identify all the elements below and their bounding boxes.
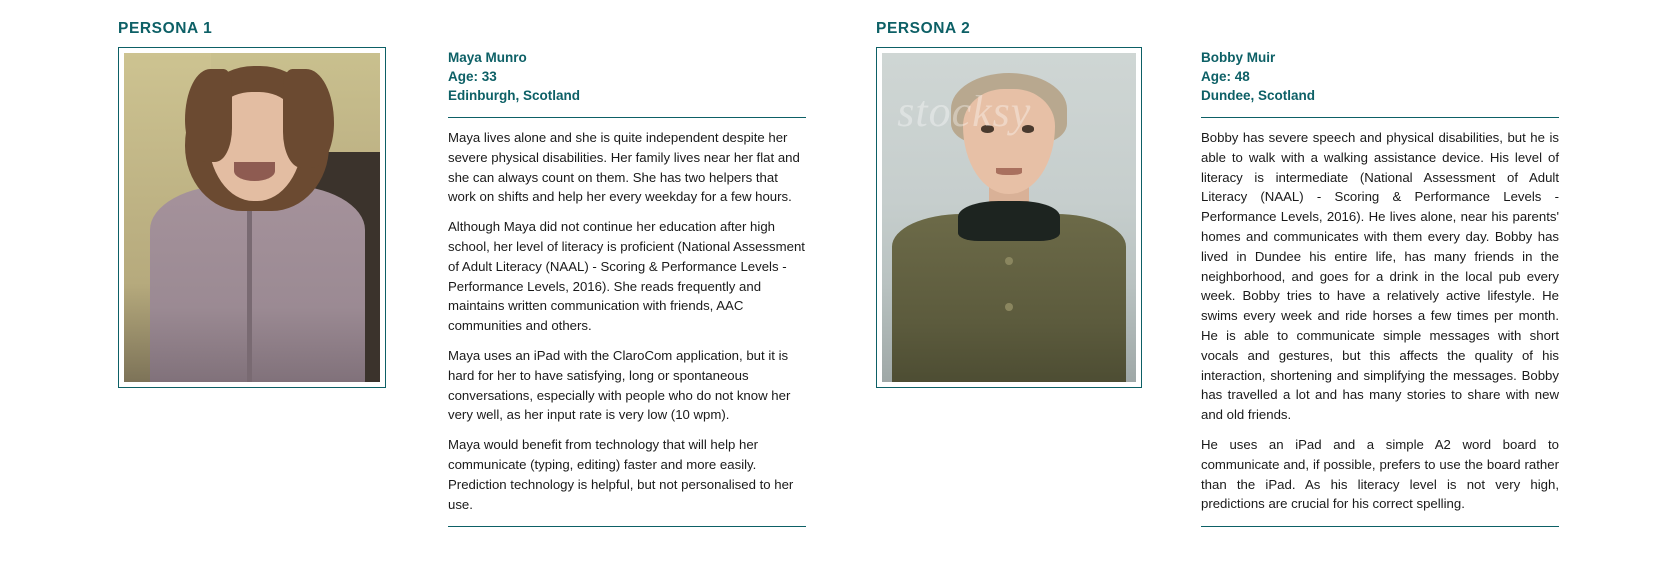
photo-coat-button-1 (1005, 257, 1013, 265)
persona-1-location: Edinburgh, Scotland (448, 88, 580, 103)
photo-person-mouth (996, 168, 1021, 175)
persona-2-divider-top (1201, 117, 1559, 118)
bobby-portrait-image (882, 53, 1136, 382)
persona-2-paragraph-1: Bobby has severe speech and physical disabilities, but he is able to walk with a walking assistance device. His level of literacy is intermediate (National Assessment of Adult Literacy (NAAL) - Scoring & Performance Levels - Performance Levels, 2016). He lives alone, near his parents' homes and communicates with them every day. Bobby has lived in Dundee his entire life, has many friends in the neighborhood, and goes for a drink in the local pub every week. Bobby tries to have a relatively active lifestyle. He swims every week and ride horses a few times per month. He is able to communicate simple messages with short vocals and gestures, but this affects the quality of his interaction, shortening and simplifying the messages. Bobby has travelled a lot and has many stories to share with new and old friends. (1201, 130, 1559, 423)
photo-person-body (150, 185, 365, 382)
persona-1-heading: PERSONA 1 (118, 20, 213, 37)
persona-1-divider-top (448, 117, 806, 118)
persona-2-photo-frame (876, 47, 1142, 388)
persona-1-paragraph-3: Maya uses an iPad with the ClaroCom application, but it is hard for her to have satisfying, long or spontaneous conversations, especially with people who do not know her very well, as her input rate is very low (10 wpm). (448, 347, 791, 423)
photo-person-hair-left (185, 69, 231, 161)
persona-1-paragraph-4: Maya would benefit from technology that will help her communicate (typing, editing) faster and more easily. Prediction technology is helpful, but not personalised to her use. (448, 437, 794, 512)
persona-2-heading: PERSONA 2 (876, 20, 971, 37)
persona-card-2 (876, 0, 1670, 586)
persona-1-age: Age: 33 (448, 69, 497, 84)
persona-2-name: Bobby Muir (1201, 50, 1276, 65)
persona-2-location: Dundee, Scotland (1201, 88, 1316, 103)
photo-person-hair-right (283, 69, 334, 168)
persona-card-1 (118, 0, 918, 586)
persona-2-age: Age: 48 (1201, 69, 1250, 84)
photo-watermark: stocksy (897, 86, 1032, 136)
persona-1-paragraph-2: Although Maya did not continue her education after high school, her level of literacy is proficient (National Assessment of Adult Literacy (NAAL) - Scoring & Performance Levels - Performance Levels, 2016). She reads frequently and maintains written communication with friends, AAC communities and others. (448, 219, 805, 334)
persona-2-divider-bottom (1201, 526, 1559, 527)
persona-2-text-column (1201, 0, 1559, 527)
maya-portrait-image (124, 53, 380, 382)
persona-1-divider-bottom (448, 526, 806, 527)
photo-coat-button-2 (1005, 303, 1013, 311)
photo-jacket-zip (247, 204, 252, 382)
persona-1-photo-frame (118, 47, 386, 388)
persona-1-text-column (448, 0, 806, 527)
persona-2-paragraph-2: He uses an iPad and a simple A2 word board to communicate and, if possible, prefers to use the board rather than the iPad. As his literacy level is not very high, predictions are crucial for his correct spelling. (1201, 436, 1559, 512)
persona-1-paragraph-1: Maya lives alone and she is quite independent despite her severe physical disabilities. Her family lives near her flat and she can always count on them. She has two helpers that work on shifts and help her every weekday for a few hours. (448, 130, 800, 205)
persona-1-name: Maya Munro (448, 50, 527, 65)
photo-person-collar (958, 201, 1060, 240)
